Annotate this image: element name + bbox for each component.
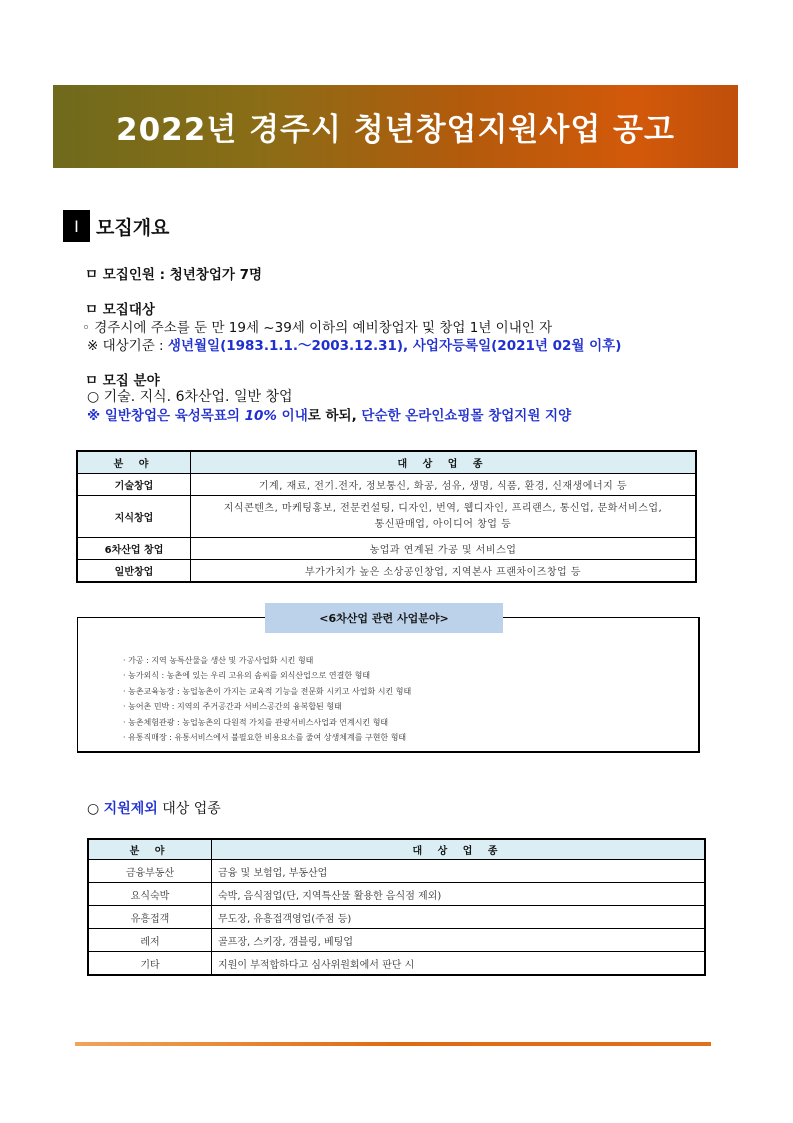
field-note [87,404,571,424]
list-item: · 농촌체험관광 : 농업농촌의 다원적 가치를 관광서비스사업과 연계시킨 형태 [123,717,389,727]
row-category: 기타 [88,952,212,976]
table-header-row [77,451,696,474]
table-header-row [88,839,705,860]
table-row [77,538,696,560]
row-category: 6차산업 창업 [77,538,191,560]
section-header [63,210,169,242]
field-note-part4: 로 하되, [307,408,362,424]
field-note-part1: ※ 일반창업은 육성목표의 [87,408,245,424]
row-description: 골프장, 스키장, 갬블링, 베팅업 [212,929,706,952]
footer-divider [75,1042,711,1046]
exclude-prefix: ○ [87,801,104,817]
row-description: 지원이 부적합하다고 심사위원회에서 판단 시 [212,952,706,976]
title-banner [53,85,738,168]
industry-table [76,450,697,583]
row-description: 농업과 연계된 가공 및 서비스업 [191,538,697,560]
table-row [77,474,696,496]
row-description: 숙박, 음식점업(단, 지역특산물 활용한 음식점 제외) [212,883,706,906]
row-description: 금융 및 보험업, 부동산업 [212,860,706,883]
row-category: 금융부동산 [88,860,212,883]
page-title: 2022년 경주시 청년창업지원사업 공고 [116,112,675,148]
row-description-line1: 지식콘텐츠, 마케팅홍보, 전문컨설팅, 디자인, 번역, 웹디자인, 프리랜스, 통신업, 문화서비스업, [223,502,663,514]
list-item: · 농촌교육농장 : 농업농촌이 가지는 교육적 기능을 전문화 시키고 사업화 시킨 형태 [123,686,412,696]
field-description: ○ 기술. 지식. 6차산업. 일반 창업 [87,389,293,405]
target-heading: ㅁ 모집대상 [85,302,155,318]
table-row [77,496,696,538]
table-row [88,906,705,929]
field-note-percent: 10% [244,408,277,424]
recruit-count: ㅁ 모집인원 : 청년창업가 7명 [85,267,263,283]
header-industry: 대 상 업 종 [212,839,706,860]
row-category: 요식숙박 [88,883,212,906]
box-list [123,653,411,745]
exclusion-table [87,838,706,976]
table-row [88,860,705,883]
table-row [88,929,705,952]
target-description: ◦ 경주시에 주소를 둔 만 19세 ~39세 이하의 예비창업자 및 창업 1년 이내인 자 [82,320,553,336]
header-field: 분 야 [77,451,191,474]
field-note-part3: 이내 [276,408,308,424]
section-number: Ⅰ [63,210,90,242]
field-note-part5: 단순한 온라인쇼핑몰 창업지원 지양 [361,408,572,424]
row-description: 부가가치가 높은 소상공인창업, 지역본사 프랜차이즈창업 등 [191,560,697,582]
box-label: <6차산업 관련 사업분야> [265,603,503,633]
table-row [88,883,705,906]
row-description: 기계, 재료, 전기.전자, 정보통신, 화공, 섬유, 생명, 식품, 환경, 신재생에너지 등 [191,474,697,496]
header-field: 분 야 [88,839,212,860]
criteria-prefix: ※ 대상기준 : [87,338,168,354]
table-row [88,952,705,976]
target-criteria [87,334,621,354]
list-item: · 농어촌 민박 : 지역의 주거공간과 서비스공간의 융복합된 형태 [123,702,342,712]
field-heading: ㅁ 모집 분야 [85,373,160,389]
row-description-line2: 통신판매업, 아이디어 창업 등 [374,518,512,530]
list-item: · 유통직매장 : 유통서비스에서 불필요한 비용요소를 줄여 상생체계를 구현한 형태 [123,733,407,743]
list-item: · 농가외식 : 농촌에 있는 우리 고유의 솜씨를 외식산업으로 연결한 형태 [123,671,371,681]
exclude-heading [87,798,221,818]
row-description [191,496,697,538]
list-item: · 가공 : 지역 농특산물을 생산 및 가공사업화 시킨 형태 [123,656,314,665]
section-title: 모집개요 [96,216,170,239]
row-category: 레저 [88,929,212,952]
table-row [77,560,696,582]
row-category: 지식창업 [77,496,191,538]
row-category: 일반창업 [77,560,191,582]
exclude-highlight: 지원제외 [103,801,158,817]
row-category: 유흥접객 [88,906,212,929]
criteria-value: 생년월일(1983.1.1.～2003.12.31), 사업자등록일(2021년 02월 이후) [167,338,622,354]
row-description: 무도장, 유흥접객영업(주점 등) [212,906,706,929]
exclude-suffix: 대상 업종 [157,801,221,817]
header-industry: 대 상 업 종 [191,451,697,474]
row-category: 기술창업 [77,474,191,496]
